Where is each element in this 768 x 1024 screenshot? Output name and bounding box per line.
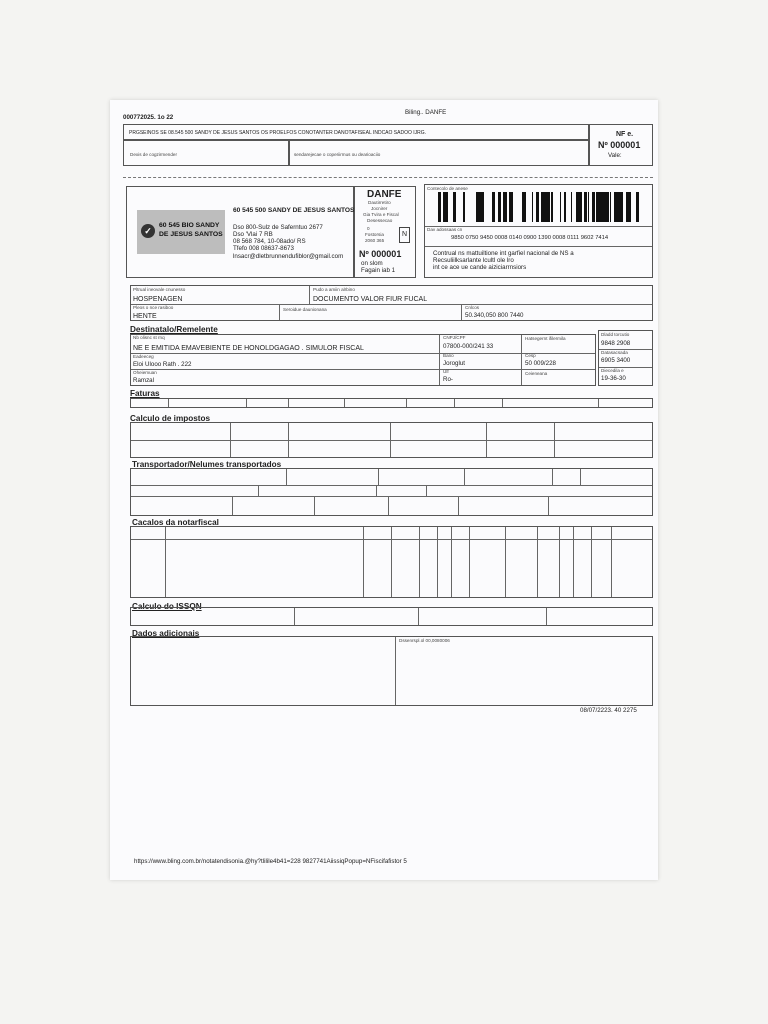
access-key-box [424, 184, 653, 278]
danfe-title: DANFE [367, 189, 402, 200]
page-reference: 000772025. 1o 22 [123, 114, 174, 121]
faturas-title: Faturas [130, 389, 160, 398]
dest-cnpj-label: CNPJ/CPF [443, 335, 466, 340]
items-title: Cacalos da notarfiscal [132, 518, 219, 527]
receipt-nfe-number: Nº 000001 [598, 140, 641, 150]
dest-name-label: Nb olisnc st rnq [133, 335, 165, 340]
transp-title: Transportador/Nelumes transportados [132, 460, 282, 469]
access-key-label: Dav adossaas cn [427, 227, 463, 232]
access-key-value: 9850 0750 9450 0008 0140 0900 1390 0008 0111 9602 7414 [451, 235, 609, 241]
access-key-header: Contecolo de anese [427, 186, 468, 191]
danfe-line-3: Gia Tvira e Fiscal [363, 212, 399, 217]
footer-url[interactable]: https://www.bling.com.br/notatendisonia.@hy?tlilile4b41=228 9827741AiissiqPopup=NFiscifafistor 5 [134, 858, 407, 865]
cnpj-value: 50.340,050 800 7440 [465, 312, 524, 319]
danfe-type-box: N [399, 227, 410, 243]
adic-reserved-label: Dssenrspl.ol 00,0080006 [399, 638, 450, 643]
emitter-box [126, 186, 354, 278]
receipt-text-box [123, 124, 589, 140]
emitter-address-1: Dso 800-Sulz de Saferntuo 2677 [233, 224, 323, 231]
danfe-line-6: Fostorsia [365, 232, 384, 237]
danfe-line-4: Desessecao [367, 218, 393, 223]
danfe-line-9: Fagain iab 1 [361, 267, 396, 274]
dest-name: NE E EMITIDA EMAVEBIENTE DE HONOLDGAGAO . SIMULOR FISCAL [133, 345, 364, 352]
logo-line-2: DE JESUS SANTOS [159, 231, 223, 238]
faturas-box [130, 398, 653, 408]
barcode-icon [434, 192, 644, 222]
receipt-signature-box [289, 140, 589, 166]
danfe-line-1: Dautirretiro [368, 200, 391, 205]
emitter-name: 60 545 500 SANDY DE JESUS SANTOS [233, 207, 355, 214]
dest-cnpj: 07800-000/241 33 [443, 343, 494, 350]
dest-cep-label: Cesp [525, 353, 536, 358]
issqn-box [130, 607, 653, 626]
issqn-title: Calculo do ISSQN [132, 602, 202, 611]
exit-date: 6905 3400 [601, 357, 631, 364]
receipt-nfe-box [589, 124, 653, 166]
receipt-date-box [123, 140, 289, 166]
danfe-number: Nº 000001 [359, 249, 402, 259]
receipt-date-label: Dexis de cogzirmender [130, 152, 177, 157]
access-note-3: int ce ace ue cande aiziciarrnsiors [433, 264, 527, 271]
adic-box [130, 636, 653, 706]
dest-dates-box [598, 330, 653, 386]
emitter-address-2: Dso 'Vlai 7 RB [233, 231, 273, 238]
emitter-phone: Tfefo 008 08637-8673 [233, 245, 294, 252]
state-reg-label: Pleos o nce rasiboo [133, 305, 174, 310]
calc-box [130, 422, 653, 458]
dest-city-label: Oheiemuan [133, 370, 157, 375]
receipt-signature-label: sendarejecae o coperiirmus ou dearioaciio [294, 152, 381, 157]
dest-date-label: Hatsegernt ifilermila [525, 336, 566, 341]
emitter-logo [137, 210, 225, 254]
dest-bairro: Joroglut [443, 360, 466, 367]
dest-uf-label: Ulf [443, 369, 449, 374]
danfe-line-5: 0 [367, 226, 370, 231]
dest-ie-label: Ceieneana [525, 371, 548, 376]
operation-box [130, 285, 653, 321]
emit-date-label: Dladd torcutio [601, 332, 630, 337]
operation-value: HOSPENAGEN [133, 296, 183, 303]
dest-section-title: Destinatalo/Remelente [130, 325, 218, 334]
danfe-line-2: Jocnirer [371, 206, 388, 211]
operation-label: Pltrual ineovale cnunesso [133, 287, 186, 292]
dest-uf: Ro- [443, 376, 453, 383]
danfe-line-7: 2060 365 [365, 238, 385, 243]
exit-date-label: Datasacsada [601, 350, 628, 355]
protocol-value: DOCUMENTO VALOR FIUR FUCAL [313, 296, 428, 303]
exit-hour: 19-36-30 [601, 375, 626, 382]
state-reg-value: HENTE [133, 313, 157, 320]
protocol-label: Pudo a amiin alrbino [313, 287, 355, 292]
dest-address-label: Eadeeceg [133, 354, 154, 359]
print-stamp: 08/07/2223. 40 2275 [580, 707, 637, 714]
dest-bairro-label: Bano [443, 353, 454, 358]
cnpj-label: Cnlcos [465, 305, 480, 310]
receipt-nfe-label: NF e. [616, 131, 634, 138]
danfe-line-8: on slom [361, 260, 383, 267]
danfe-box [354, 186, 416, 278]
dest-cep: 50 009/228 [525, 360, 556, 367]
logo-line-1: 60 545 BIO SANDY [159, 222, 220, 229]
dest-box [130, 334, 596, 386]
dest-address: Eloi Ulooo Rath . 222 [133, 361, 192, 368]
access-note-2: Recsuliilksarlante lcultl ole lro [433, 257, 514, 264]
page-title: Biling.. DANFE [405, 109, 447, 116]
receipt-text: PRGSEINOS SE 08.545 500 SANDY DE JESUS SANTOS OS PROELFOS CONOTANTER DANOTAFISEAL INDCAO SADOO IJRG. [129, 130, 427, 136]
emitter-email: lnsacr@dletbrunnendufiblor@gmail.com [233, 253, 344, 260]
emit-date: 9848 2908 [601, 340, 631, 347]
receipt-nfe-sub: Vale: [608, 152, 622, 159]
exit-hour-label: Diecedila e [601, 368, 624, 373]
state-reg-st-label: Seroidue daunionana [283, 307, 327, 312]
emitter-address-3: 08 568 784, 10-08ado/ RS [233, 238, 306, 245]
dest-city: Ramzal [133, 377, 154, 384]
logo-icon: ✓ [141, 224, 155, 238]
danfe-document [110, 100, 658, 880]
cut-line [123, 177, 653, 178]
adic-title: Dados adicionais [132, 629, 200, 638]
calc-title: Calculo de impostos [130, 414, 211, 423]
items-table [130, 526, 653, 598]
transp-box [130, 468, 653, 516]
access-note-1: Contrual ns mattuiltione int garfiel nacional de NS a [433, 250, 574, 257]
